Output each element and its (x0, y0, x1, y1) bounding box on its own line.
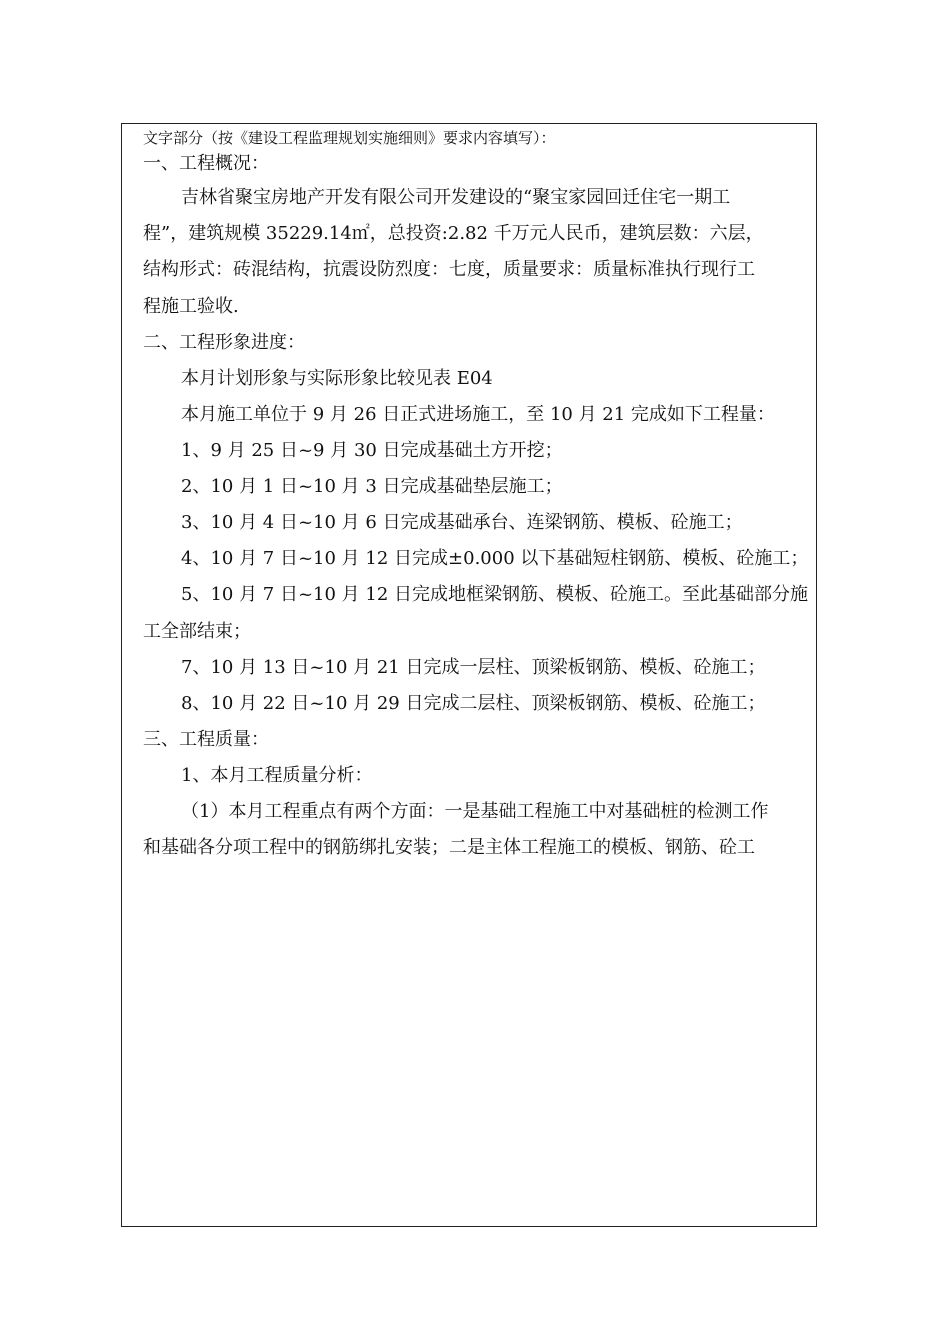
progress-item-5-line-1: 5、10 月 7 日~10 月 12 日完成地框梁钢筋、模板、砼施工。至此基础部分施 (181, 584, 809, 605)
section-2-title: 二、工程形象进度： (143, 332, 305, 353)
section-2-paragraph-1: 本月计划形象与实际形象比较见表 E04 (181, 368, 493, 389)
progress-item-7: 7、10 月 13 日~10 月 21 日完成一层柱、顶梁板钢筋、模板、砼施工； (181, 657, 766, 678)
progress-item-8: 8、10 月 22 日~10 月 29 日完成二层柱、顶梁板钢筋、模板、砼施工； (181, 693, 766, 714)
header-note: 文字部分（按《建设工程监理规划实施细则》要求内容填写）： (143, 129, 556, 147)
section-3-subtitle-1: 1、本月工程质量分析： (181, 765, 373, 786)
progress-item-3: 3、10 月 4 日~10 月 6 日完成基础承台、连梁钢筋、模板、砼施工； (181, 512, 743, 533)
section-1-paragraph-line-2: 程”，建筑规模 35229.14㎡，总投资:2.82 千万元人民币，建筑层数：六层， (143, 223, 764, 244)
section-1-paragraph-line-1: 吉林省聚宝房地产开发有限公司开发建设的“聚宝家园回迁住宅一期工 (181, 187, 731, 208)
section-2-paragraph-2: 本月施工单位于 9 月 26 日正式进场施工，至 10 月 21 完成如下工程量： (181, 404, 775, 425)
section-1-paragraph-line-3: 结构形式：砖混结构，抗震设防烈度：七度，质量要求：质量标准执行现行工 (143, 259, 755, 280)
section-3-title: 三、工程质量： (143, 729, 269, 750)
progress-item-4: 4、10 月 7 日~10 月 12 日完成±0.000 以下基础短柱钢筋、模板、砼施工； (181, 548, 809, 569)
progress-item-5-line-2: 工全部结束； (143, 621, 251, 642)
section-3-paragraph-line-1: （1）本月工程重点有两个方面：一是基础工程施工中对基础桩的检测工作 (181, 801, 769, 822)
section-1-title: 一、工程概况： (143, 153, 269, 174)
progress-item-1: 1、9 月 25 日~9 月 30 日完成基础土方开挖； (181, 440, 563, 461)
progress-item-2: 2、10 月 1 日~10 月 3 日完成基础垫层施工； (181, 476, 563, 497)
section-1-paragraph-line-4: 程施工验收. (143, 296, 239, 317)
section-3-paragraph-line-2: 和基础各分项工程中的钢筋绑扎安装；二是主体工程施工的模板、钢筋、砼工 (143, 837, 755, 858)
